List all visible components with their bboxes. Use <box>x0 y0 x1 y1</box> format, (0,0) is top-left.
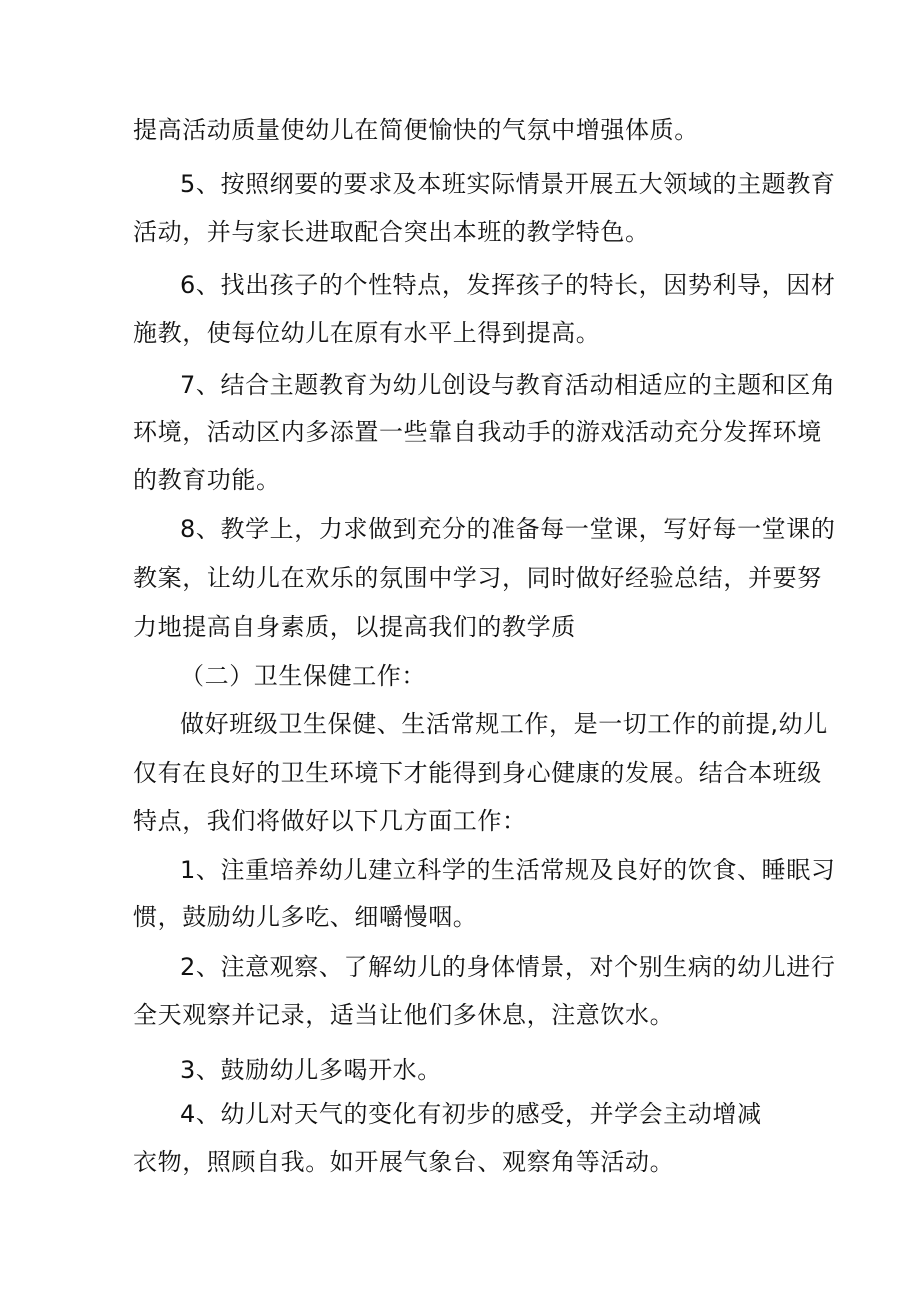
text-line: 全天观察并记录，适当让他们多休息，注意饮水。 <box>133 1001 675 1029</box>
text-line: 教案，让幼儿在欢乐的氛围中学习，同时做好经验总结，并要努 <box>133 564 822 592</box>
text-line: 4、幼儿对天气的变化有初步的感受，并学会主动增减 <box>180 1100 762 1128</box>
text-line: 7、结合主题教育为幼儿创设与教育活动相适应的主题和区角 <box>180 371 836 399</box>
text-line: 做好班级卫生保健、生活常规工作，是一切工作的前提,幼儿 <box>180 710 828 738</box>
text-line: 1、注重培养幼儿建立科学的生活常规及良好的饮食、睡眠习 <box>180 856 836 884</box>
text-line: 6、找出孩子的个性特点，发挥孩子的特长，因势利导，因材 <box>180 271 836 299</box>
text-line: 3、鼓励幼儿多喝开水。 <box>180 1056 442 1084</box>
text-line: 仅有在良好的卫生环境下才能得到身心健康的发展。结合本班级 <box>133 759 822 787</box>
text-line: 活动，并与家长进取配合突出本班的教学特色。 <box>133 218 650 246</box>
text-line: 2、注意观察、了解幼儿的身体情景，对个别生病的幼儿进行 <box>180 953 836 981</box>
text-line: 施教，使每位幼儿在原有水平上得到提高。 <box>133 319 601 347</box>
text-line: 惯，鼓励幼儿多吃、细嚼慢咽。 <box>133 903 478 931</box>
text-line: 衣物，照顾自我。如开展气象台、观察角等活动。 <box>133 1148 675 1176</box>
text-line: 的教育功能。 <box>133 466 281 494</box>
text-line: 力地提高自身素质，以提高我们的教学质 <box>133 613 576 641</box>
text-line: 提高活动质量使幼儿在简便愉快的气氛中增强体质。 <box>133 116 699 144</box>
text-line: 8、教学上，力求做到充分的准备每一堂课，写好每一堂课的 <box>180 515 836 543</box>
text-line: 5、按照纲要的要求及本班实际情景开展五大领域的主题教育 <box>180 170 836 198</box>
text-line: 环境，活动区内多添置一些靠自我动手的游戏活动充分发挥环境 <box>133 418 822 446</box>
section-heading: （二）卫生保健工作： <box>180 662 426 690</box>
text-line: 特点，我们将做好以下几方面工作： <box>133 807 527 835</box>
